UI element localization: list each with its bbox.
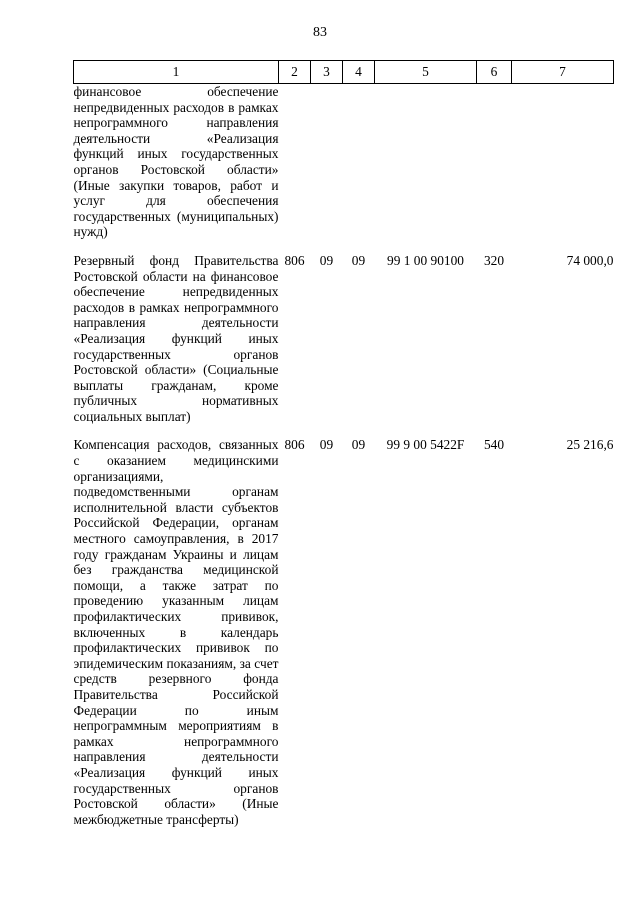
row-ministry: [279, 84, 311, 240]
row-target-article: 99 9 00 5422F: [386, 437, 465, 453]
row-target-article: [375, 84, 477, 240]
row-section: [311, 84, 343, 240]
header-cell-subsection: 4: [343, 61, 375, 84]
page-number: 83: [313, 25, 327, 40]
table-row: [74, 437, 614, 827]
row-amount: 25 216,6: [566, 437, 614, 453]
row-expense-type: 320: [483, 252, 505, 268]
row-description: Компенсация расходов, связанных с оказанием медицинскими организациями, подведомственными органам исполнительной власти субъектов Российской Федерации, органам местного самоуправления, в 2017 году гражданам Украины и лицам без гражданства медицинской помощи, а также затрат по проведению указанным лицам профилактических прививок, включенных в календарь профилактических прививок по эпидемическим показаниям, за счет средств резервного фонда Правительства Российской Федерации по иным непрограммным мероприятиям в рамках непрограммного направления деятельности «Реализация функций иных государственных органов Ростовской области» (Иные межбюджетные трансферты): [73, 437, 279, 827]
row-amount: [512, 84, 614, 240]
row-spacer: [74, 424, 614, 437]
header-cell-section: 3: [311, 61, 343, 84]
row-subsection: [343, 84, 375, 240]
row-expense-type: [477, 84, 512, 240]
table-row: [74, 84, 614, 240]
header-cell-amount: 7: [512, 61, 614, 84]
header-cell-ministry: 2: [279, 61, 311, 84]
row-spacer: [74, 240, 614, 253]
row-section: 09: [319, 252, 334, 268]
row-expense-type: 540: [483, 437, 505, 453]
header-cell-description: 1: [74, 61, 279, 84]
row-section: 09: [319, 437, 334, 453]
row-amount: 74 000,0: [566, 252, 614, 268]
row-description: финансовое обеспечение непредвиденных расходов в рамках непрограммного направления деятельности «Реализация функций иных государственных органов Ростовской области» (Иные закупки товаров, работ и услуг для обеспечения государственных (муниципальных) нужд): [73, 84, 279, 240]
row-subsection: 09: [351, 437, 366, 453]
header-row: [74, 61, 614, 84]
row-ministry: 806: [284, 437, 305, 453]
row-target-article: 99 1 00 90100: [387, 252, 464, 268]
row-description: Резервный фонд Правительства Ростовской области на финансовое обеспечение непредвиденных расходов в рамках непрограммного направления деятельности «Реализация функций иных государственных органов Ростовской области» (Социальные выплаты гражданам, кроме публичных нормативных социальных выплат): [73, 252, 279, 424]
budget-table: [73, 60, 614, 827]
header-cell-target-article: 5: [375, 61, 477, 84]
row-ministry: 806: [284, 252, 305, 268]
table-row: [74, 253, 614, 425]
header-cell-expense-type: 6: [477, 61, 512, 84]
row-subsection: 09: [351, 252, 366, 268]
